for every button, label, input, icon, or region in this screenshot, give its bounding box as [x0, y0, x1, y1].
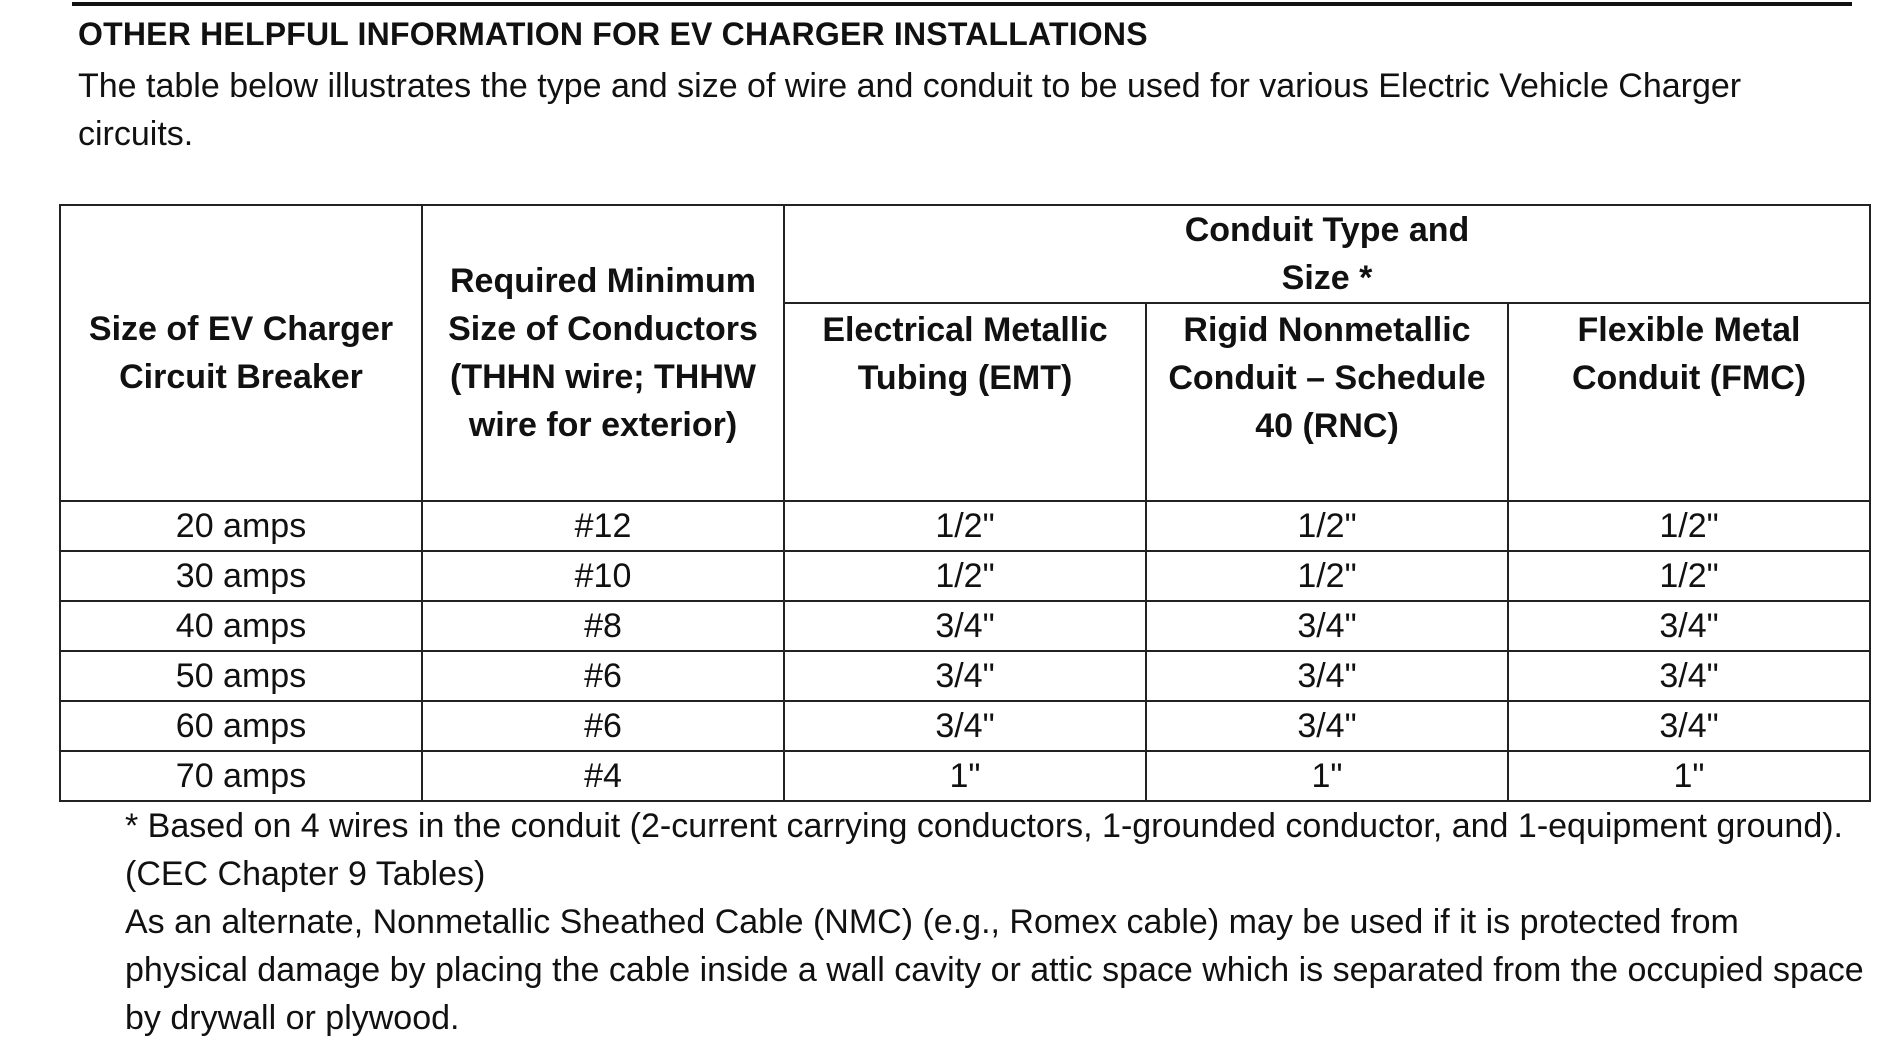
cell-emt: 1/2" [784, 501, 1146, 551]
col-header-rnc-label: Rigid Nonmetallic Conduit – Schedule 40 (RNC) [1168, 311, 1486, 445]
col-header-fmc-label: Flexible Metal Conduit (FMC) [1571, 311, 1807, 397]
cell-breaker: 20 amps [60, 501, 422, 551]
cell-conductor: #12 [422, 501, 784, 551]
table-row [60, 601, 1870, 651]
table-row [60, 751, 1870, 801]
cell-breaker: 50 amps [60, 651, 422, 701]
table-row [60, 501, 1870, 551]
cell-fmc: 1/2" [1508, 551, 1870, 601]
col-header-fmc [1508, 303, 1870, 501]
cell-breaker: 60 amps [60, 701, 422, 751]
cell-rnc: 1/2" [1146, 501, 1508, 551]
table-row [60, 651, 1870, 701]
cell-emt: 1" [784, 751, 1146, 801]
header-row-1 [60, 205, 1870, 303]
cell-fmc: 3/4" [1508, 601, 1870, 651]
cell-conductor: #10 [422, 551, 784, 601]
group-header-conduit-type [784, 205, 1870, 303]
col-header-emt-label: Electrical Metallic Tubing (EMT) [822, 311, 1108, 397]
col-header-emt [784, 303, 1146, 501]
col-header-conductor-size: Required Minimum Size of Conductors (THHN wire; THHW wire for exterior) [422, 205, 784, 501]
cell-emt: 3/4" [784, 651, 1146, 701]
cell-rnc: 3/4" [1146, 651, 1508, 701]
ev-charger-wire-conduit-table [59, 204, 1871, 802]
cell-conductor: #6 [422, 651, 784, 701]
cell-rnc: 1" [1146, 751, 1508, 801]
table-row [60, 551, 1870, 601]
cell-fmc: 3/4" [1508, 651, 1870, 701]
col-header-rnc [1146, 303, 1508, 501]
cell-breaker: 40 amps [60, 601, 422, 651]
intro-paragraph: The table below illustrates the type and size of wire and conduit to be used for various Electric Vehicle Charger circuits. [78, 67, 1742, 153]
cell-rnc: 3/4" [1146, 701, 1508, 751]
group-header-label: Conduit Type and Size * [1184, 211, 1470, 297]
cell-breaker: 70 amps [60, 751, 422, 801]
cell-fmc: 1/2" [1508, 501, 1870, 551]
cell-fmc: 3/4" [1508, 701, 1870, 751]
cell-fmc: 1" [1508, 751, 1870, 801]
cell-rnc: 1/2" [1146, 551, 1508, 601]
cell-conductor: #4 [422, 751, 784, 801]
cell-breaker: 30 amps [60, 551, 422, 601]
cell-emt: 3/4" [784, 601, 1146, 651]
notes-section [125, 802, 1865, 1042]
cell-emt: 1/2" [784, 551, 1146, 601]
cell-rnc: 3/4" [1146, 601, 1508, 651]
table-row [60, 701, 1870, 751]
section-heading: OTHER HELPFUL INFORMATION FOR EV CHARGER INSTALLATIONS [78, 16, 1148, 52]
cell-emt: 3/4" [784, 701, 1146, 751]
alternate-note-text: As an alternate, Nonmetallic Sheathed Cable (NMC) (e.g., Romex cable) may be used if it is protected from physical damage by placing the cable inside a wall cavity or attic space which is separated from the occupied space by drywall or plywood. [125, 903, 1864, 1037]
cell-conductor: #6 [422, 701, 784, 751]
cell-conductor: #8 [422, 601, 784, 651]
footnote-text: * Based on 4 wires in the conduit (2-current carrying conductors, 1-grounded conductor, and 1-equipment ground). (CEC Chapter 9 Tables) [125, 807, 1843, 893]
col-header-breaker-size: Size of EV Charger Circuit Breaker [60, 205, 422, 501]
top-rule [72, 2, 1852, 6]
